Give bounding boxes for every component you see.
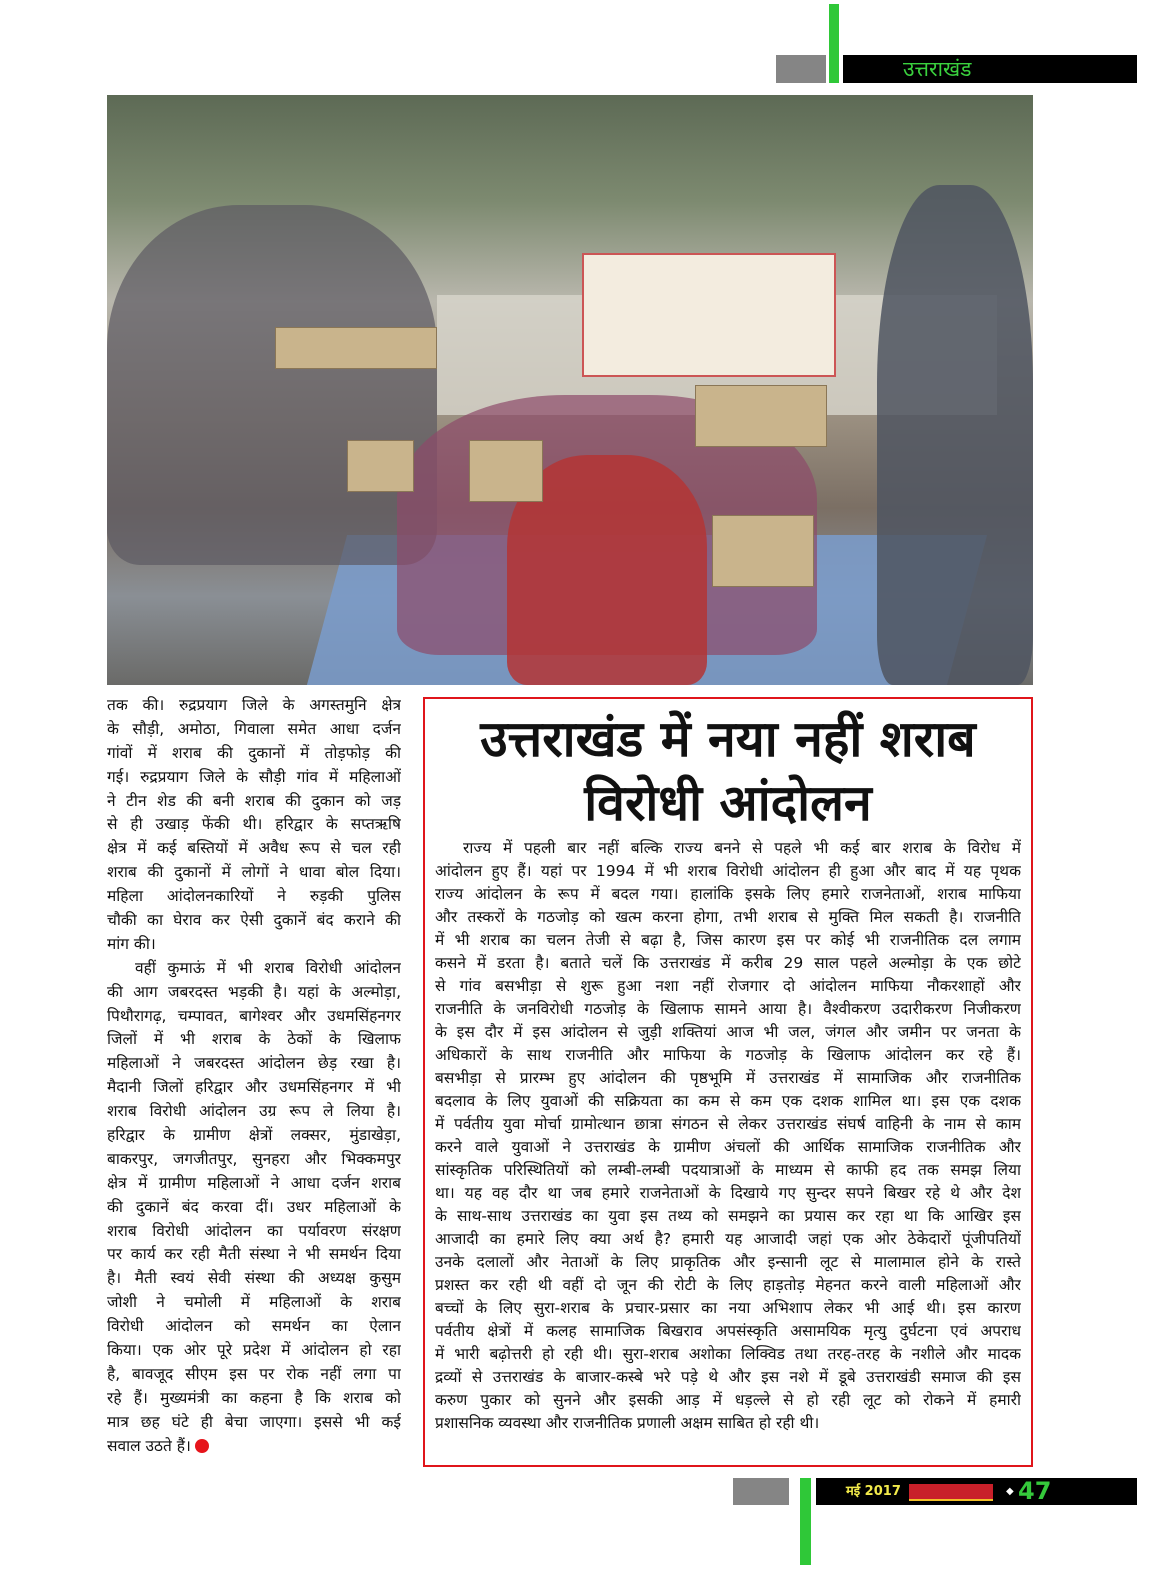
article-line-text: गांवों में शराब की दुकानों में तोड़फोड़ की	[107, 743, 401, 762]
article-line	[107, 790, 401, 814]
protest-sign	[275, 327, 437, 369]
header-green-bar	[829, 4, 839, 83]
sidebar-line: में भी शराब का चलन तेजी से बढ़ा है, जिस कारण इस पर कोई भी राजनीतिक दल लगाम	[435, 931, 1021, 949]
article-line	[107, 981, 401, 1005]
left-column-article	[107, 694, 401, 1459]
article-line-text: महिला आंदोलनकारियों ने रुड़की पुलिस	[107, 887, 401, 906]
article-line-text: रहे हैं। मुख्यमंत्री का कहना है कि शराब को	[107, 1388, 401, 1407]
article-line-text: तक की। रुद्रप्रयाग जिले के अगस्तमुनि क्षेत्र	[107, 696, 401, 714]
section-header	[843, 55, 1137, 83]
sidebar-line: था। यह वह दौर था जब हमारे राजनेताओं के दिखाये गए सुन्दर सपने बिखर रहे थे और देश	[435, 1184, 1021, 1202]
protest-photo	[107, 95, 1033, 685]
sidebar-line: बच्चों के लिए सुरा-शराब के प्रचार-प्रसार का नया अभिशाप लेकर भी आई थी। इस कारण	[435, 1299, 1021, 1317]
sidebar-line: बसभीड़ा से प्रारम्भ हुए आंदोलन की पृष्ठभूमि में उत्तराखंड में सामाजिक और राजनीतिक	[435, 1069, 1021, 1087]
sidebar-title-line: उत्तराखंड में नया नहीं शराब	[480, 710, 976, 768]
article-line	[107, 742, 401, 766]
article-line-text: जिलों में भी शराब के ठेकों के खिलाफ	[107, 1030, 401, 1049]
sidebar-body	[435, 837, 1021, 1435]
footer-gray-block	[733, 1478, 789, 1505]
end-mark-dot-icon	[195, 1439, 209, 1453]
sidebar-title-line: विरोधी आंदोलन	[584, 774, 872, 832]
protest-sign	[712, 515, 814, 587]
footer-bar	[816, 1478, 1137, 1505]
article-line-text: शराब की दुकानों में लोगों ने धावा बोल दिया।	[107, 863, 401, 882]
article-line-text: है। मैती स्वयं सेवी संस्था की अध्यक्ष कुसुम	[107, 1269, 401, 1288]
article-line-text: है, बावजूद सीएम इस पर रोक नहीं लगा पा	[107, 1364, 401, 1383]
article-line-text: की दुकानें बंद करवा दीं। उधर महिलाओं के	[107, 1197, 401, 1216]
article-line-text: मात्र छह घंटे ही बेचा जाएगा। इससे भी कई	[107, 1412, 401, 1431]
separator-diamond-icon: ◆	[1006, 1486, 1014, 1497]
article-line	[107, 1005, 401, 1029]
article-line-text: किया। एक ओर पूरे प्रदेश में आंदोलन हो रहा	[107, 1341, 401, 1360]
article-line	[107, 1076, 401, 1100]
article-line	[107, 1243, 401, 1267]
article-line-text: क्षेत्र में ग्रामीण महिलाओं ने आधा दर्जन शराब	[107, 1173, 401, 1192]
sidebar-line: आजादी का हमारे लिए क्या अर्थ है? हमारी यह आजादी जहां एक ओर ठेकेदारों पूंजीपतियों	[435, 1230, 1021, 1248]
sidebar-line: और तस्करों के गठजोड़ को खत्म करना होगा, तभी शराब से मुक्ति मिल सकती है। राजनीति	[435, 908, 1021, 926]
footer-green-bar	[800, 1478, 811, 1565]
sidebar-line: राजनीति के जनविरोधी गठजोड़ के खिलाफ सामने आया है। वैश्वीकरण उदारीकरण निजीकरण	[435, 1000, 1021, 1018]
sidebar-line: कसने में डरता है। बताते चलें कि उत्तराखंड में करीब 29 साल पहले अल्मोड़ा के एक छोटे	[435, 954, 1021, 972]
article-line-text: विरोधी आंदोलन को समर्थन का ऐलान	[107, 1317, 401, 1336]
article-line-text: पर कार्य कर रही मैती संस्था ने भी समर्थन दिया	[107, 1245, 401, 1264]
article-line	[107, 933, 401, 957]
sidebar-box	[423, 697, 1033, 1467]
article-line	[107, 1435, 401, 1459]
article-line-text: बाकरपुर, जगजीतपुर, सुनहरा और भिक्कमपुर	[107, 1149, 401, 1168]
article-line	[107, 813, 401, 837]
article-line-text: ने टीन शेड की बनी शराब की दुकान को जड़	[107, 791, 401, 810]
sidebar-line: आंदोलन हुए हैं। यहां पर 1994 में भी शराब विरोधी आंदोलन ही हुआ और बाद में यह पृथक	[435, 862, 1021, 880]
article-line	[107, 909, 401, 933]
page-number: 47	[1018, 1477, 1052, 1505]
sidebar-line: के साथ-साथ उत्तराखंड का युवा इस तथ्य को समझने का प्रयास कर रहा था कि आखिर इस	[435, 1207, 1021, 1225]
photo-banner	[582, 253, 836, 377]
article-line	[107, 1100, 401, 1124]
article-line	[107, 885, 401, 909]
article-line	[107, 1148, 401, 1172]
protest-sign	[347, 440, 414, 492]
sidebar-line: में भारी बढ़ोत्तरी हो रही थी। सुरा-शराब अशोका लिक्विड तथा तरह-तरह के नशीले और मादक	[435, 1345, 1021, 1363]
sidebar-line: राज्य आंदोलन के रूप में बदल गया। हालांकि इसके लिए हमारे राजनेताओं, शराब माफिया	[435, 885, 1021, 903]
article-line	[107, 1339, 401, 1363]
article-line-text: के सौड़ी, अमोठा, गिवाला समेत आधा दर्जन	[107, 719, 401, 738]
section-label: उत्तराखंड	[903, 57, 972, 81]
article-line	[107, 861, 401, 885]
sidebar-line: द्रव्यों से उत्तराखंड के बाजार-कस्बे भरे पड़े थे और इस नशे में डूबे उत्तराखंडी समाज की इस	[435, 1368, 1021, 1386]
sidebar-line: प्रशासनिक व्यवस्था और राजनीतिक प्रणाली अक्षम साबित हो रही थी।	[435, 1414, 820, 1432]
sidebar-line: में पर्वतीय युवा मोर्चा ग्रामोत्थान छात्रा संगठन से लेकर उत्तराखंड संघर्ष वाहिनी के नाम से काम	[435, 1115, 1021, 1133]
article-line-text: गई। रुद्रप्रयाग जिले के सौड़ी गांव में महिलाओं	[107, 767, 401, 786]
protest-sign	[469, 440, 543, 502]
article-line	[107, 1363, 401, 1387]
article-line	[107, 718, 401, 742]
article-line	[107, 694, 401, 718]
article-line-text: क्षेत्र में कई बस्तियों में अवैध रूप से चल रही	[107, 839, 401, 858]
article-line-text: हरिद्वार के ग्रामीण क्षेत्रों लक्सर, मुंडाखेड़ा,	[107, 1126, 401, 1145]
sidebar-line: से गांव बसभीड़ा से शुरू हुआ नशा नहीं रोजगार दो आंदोलन माफिया नौकरशाहों और	[435, 977, 1021, 995]
article-line	[107, 1196, 401, 1220]
sidebar-title	[425, 707, 1031, 835]
article-line	[107, 1267, 401, 1291]
article-line	[107, 766, 401, 790]
article-line-text: मांग की।	[107, 934, 156, 953]
article-line	[107, 957, 401, 981]
article-line-text: से ही उखाड़ फेंकी थी। हरिद्वार के सप्तऋषि	[107, 815, 401, 834]
sidebar-line: करुण पुकार को सुनने और इसकी आड़ में धड़ल्ले से हो रही लूट को रोकने में हमारी	[435, 1391, 1021, 1409]
article-line-text: चौकी का घेराव कर ऐसी दुकानें बंद कराने की	[107, 911, 401, 930]
article-line	[107, 1315, 401, 1339]
sidebar-line: उनके दलालों और नेताओं के लिए प्राकृतिक और इन्सानी लूट से मालामाल होने के रास्ते	[435, 1253, 1021, 1271]
sidebar-line: बदलाव के लिए युवाओं की सक्रियता का कम से कम एक दशक शामिल था। इस एक दशक	[435, 1092, 1021, 1110]
sidebar-line: करने वाले युवाओं ने उत्तराखंड के ग्रामीण अंचलों की आर्थिक सामाजिक राजनीतिक और	[435, 1138, 1021, 1156]
article-line	[107, 1387, 401, 1411]
article-line-text: जोशी ने चमोली में महिलाओं के शराब	[107, 1293, 401, 1312]
article-line	[107, 1124, 401, 1148]
article-line-text: की आग जबरदस्त भड़की है। यहां के अल्मोड़ा,	[107, 982, 401, 1001]
issue-date: मई 2017	[846, 1484, 901, 1499]
sidebar-line: सांस्कृतिक परिस्थितियों को लम्बी-लम्बी पदयात्राओं के माध्यम से काफी हद तक समझ लिया	[435, 1161, 1021, 1179]
protest-sign	[695, 385, 827, 447]
sidebar-line: के इस दौर में इस आंदोलन से जुड़ी शक्तियां आज भी जल, जंगल और जमीन पर जनता के	[435, 1023, 1021, 1041]
sidebar-line: अधिकारों के साथ राजनीति और माफिया के गठजोड़ के खिलाफ आंदोलन कर रहे हैं।	[435, 1046, 1021, 1064]
article-line-text: मैदानी जिलों हरिद्वार और उधमसिंहनगर में भी	[107, 1078, 401, 1097]
magazine-logo	[909, 1484, 993, 1501]
article-line-text: वहीं कुमाऊं में भी शराब विरोधी आंदोलन	[135, 958, 401, 977]
article-line	[107, 1411, 401, 1435]
article-line-text: सवाल उठते हैं।	[107, 1436, 191, 1455]
sidebar-line: पर्वतीय क्षेत्रों में कलह सामाजिक बिखराव अपसंस्कृति असामयिक मृत्यु दुर्घटना एवं अपराध	[435, 1322, 1021, 1340]
article-line	[107, 837, 401, 861]
article-line	[107, 1291, 401, 1315]
header-gray-block	[776, 55, 826, 83]
sidebar-line: प्रशस्त कर रही थी वहीं दो जून की रोटी के लिए हाड़तोड़ मेहनत करने वाली महिलाओं और	[435, 1276, 1021, 1294]
sidebar-line: राज्य में पहली बार नहीं बल्कि राज्य बनने से पहले भी कई बार शराब के विरोध में	[463, 839, 1021, 857]
photo-crowd-left	[107, 205, 437, 565]
article-line	[107, 1220, 401, 1244]
article-line-text: शराब विरोधी आंदोलन का पर्यावरण संरक्षण	[107, 1221, 401, 1240]
article-line-text: महिलाओं ने जबरदस्त आंदोलन छेड़ रखा है।	[107, 1054, 401, 1073]
article-line-text: शराब विरोधी आंदोलन उग्र रूप ले लिया है।	[107, 1102, 401, 1121]
article-line	[107, 1172, 401, 1196]
article-line-text: पिथौरागढ़, चम्पावत, बागेश्वर और उधमसिंहनगर	[107, 1006, 401, 1025]
photo-man-right	[877, 185, 1033, 685]
article-line	[107, 1028, 401, 1052]
article-line	[107, 1052, 401, 1076]
